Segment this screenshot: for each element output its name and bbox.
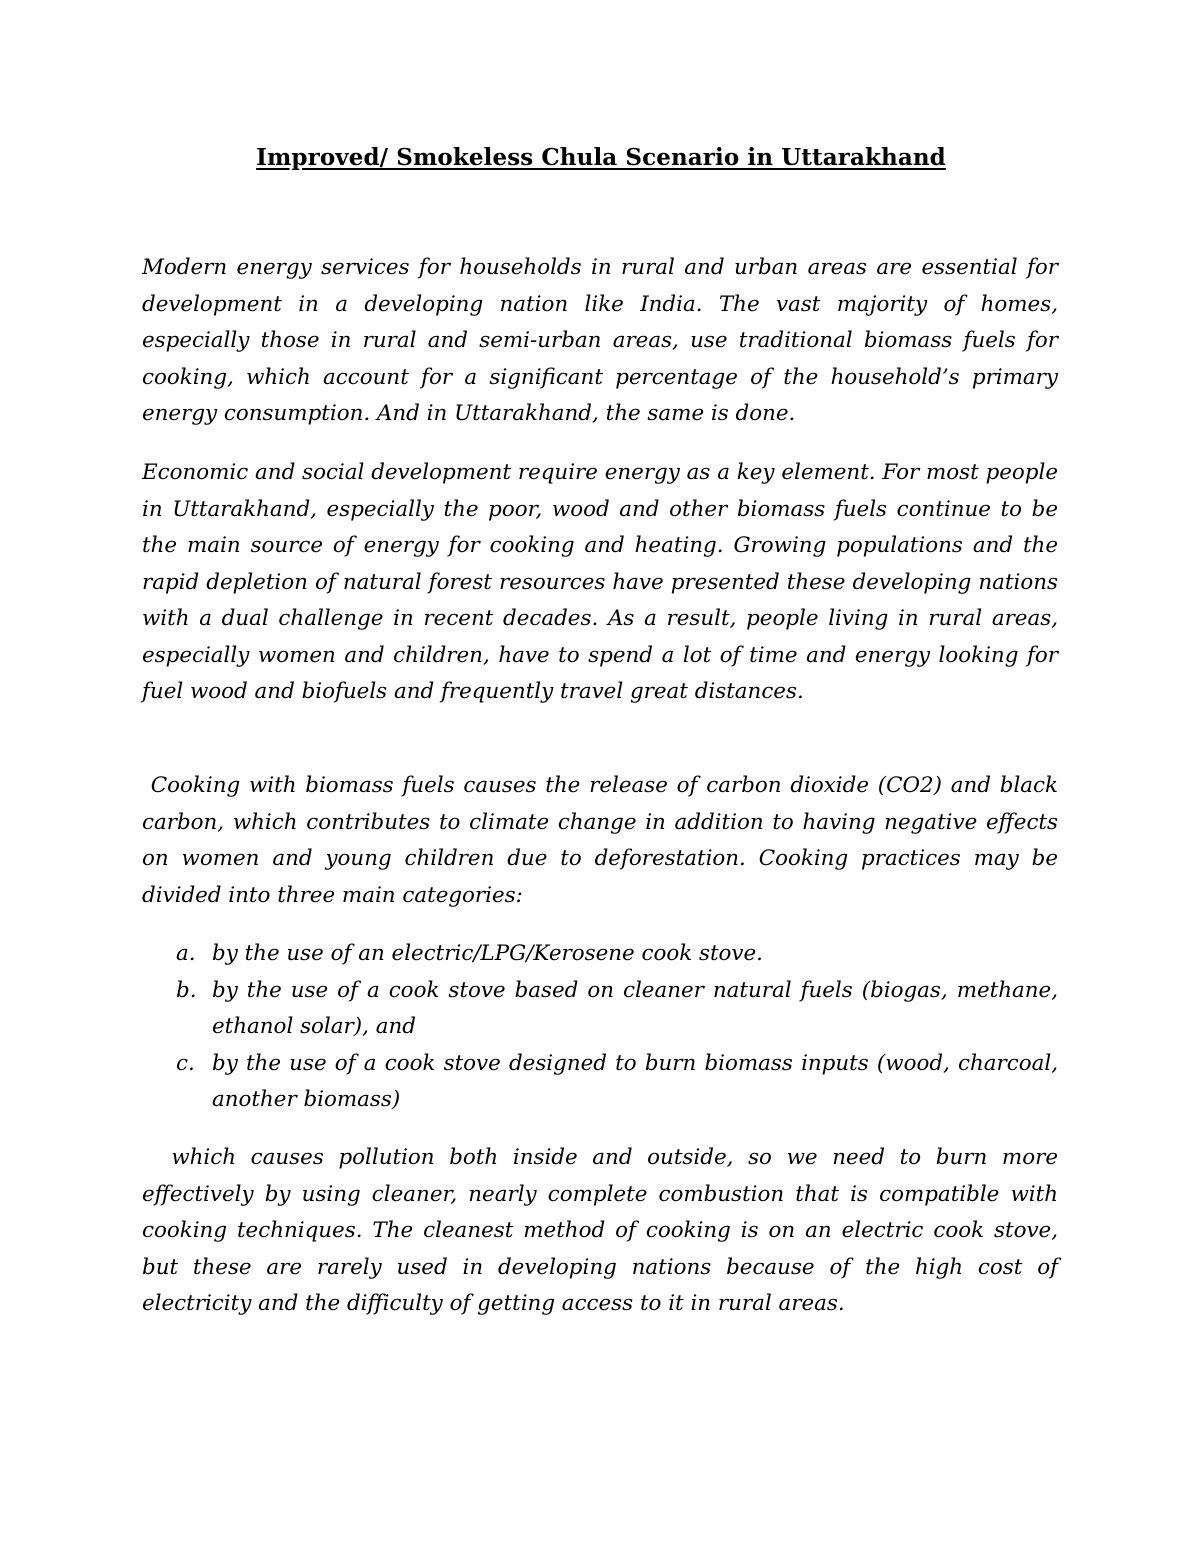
list-item [142, 973, 1058, 1046]
list-item [142, 936, 1058, 973]
list-item [142, 1046, 1058, 1119]
list-marker: b. [176, 977, 197, 1003]
list-item-text: by the use of a cook stove designed to burn biomass inputs (wood, charcoal, another biomass) [212, 1050, 1058, 1112]
paragraph-pollution: which causes pollution both inside and outside, so we need to burn more effectively by using cleaner, nearly complete combustion that is compatible with cooking techniques. The cleanest method of cooking is on an electric cook stove, but these are rarely used in developing nations because of the high cost of electricity and the difficulty of getting access to it in rural areas. [142, 1145, 1065, 1316]
paragraph-intro: Modern energy services for households in rural and urban areas are essential for development in a developing nation like India. The vast majority of homes, especially those in rural and semi-urban areas, use traditional biomass fuels for cooking, which account for a significant percentage of the household’s primary energy consumption. And in Uttarakhand, the same is done. [142, 255, 1058, 426]
document-title: Improved/ Smokeless Chula Scenario in Uttarakhand [256, 144, 946, 171]
list-item-text: by the use of a cook stove based on cleaner natural fuels (biogas, methane, ethanol solar), and [212, 977, 1058, 1039]
cooking-practices-list [142, 936, 1058, 1119]
list-marker: a. [176, 941, 196, 966]
paragraph-development: Economic and social development require energy as a key element. For most people in Uttarakhand, especially the poor, wood and other biomass fuels continue to be the main source of energy for cooking and heating. Growing populations and the rapid depletion of natural forest resources have presented these developing nations with a dual challenge in recent decades. As a result, people living in rural areas, especially women and children, have to spend a lot of time and energy looking for fuel wood and biofuels and frequently travel great distances. [142, 460, 1058, 704]
list-marker: c. [176, 1050, 195, 1076]
list-item-text: by the use of an electric/LPG/Kerosene cook stove. [212, 941, 763, 966]
paragraph-biomass-emissions: Cooking with biomass fuels causes the release of carbon dioxide (CO2) and black carbon, which contributes to climate change in addition to having negative effects on women and young children due to deforestation. Cooking practices may be divided into three main categories: [142, 773, 1065, 908]
